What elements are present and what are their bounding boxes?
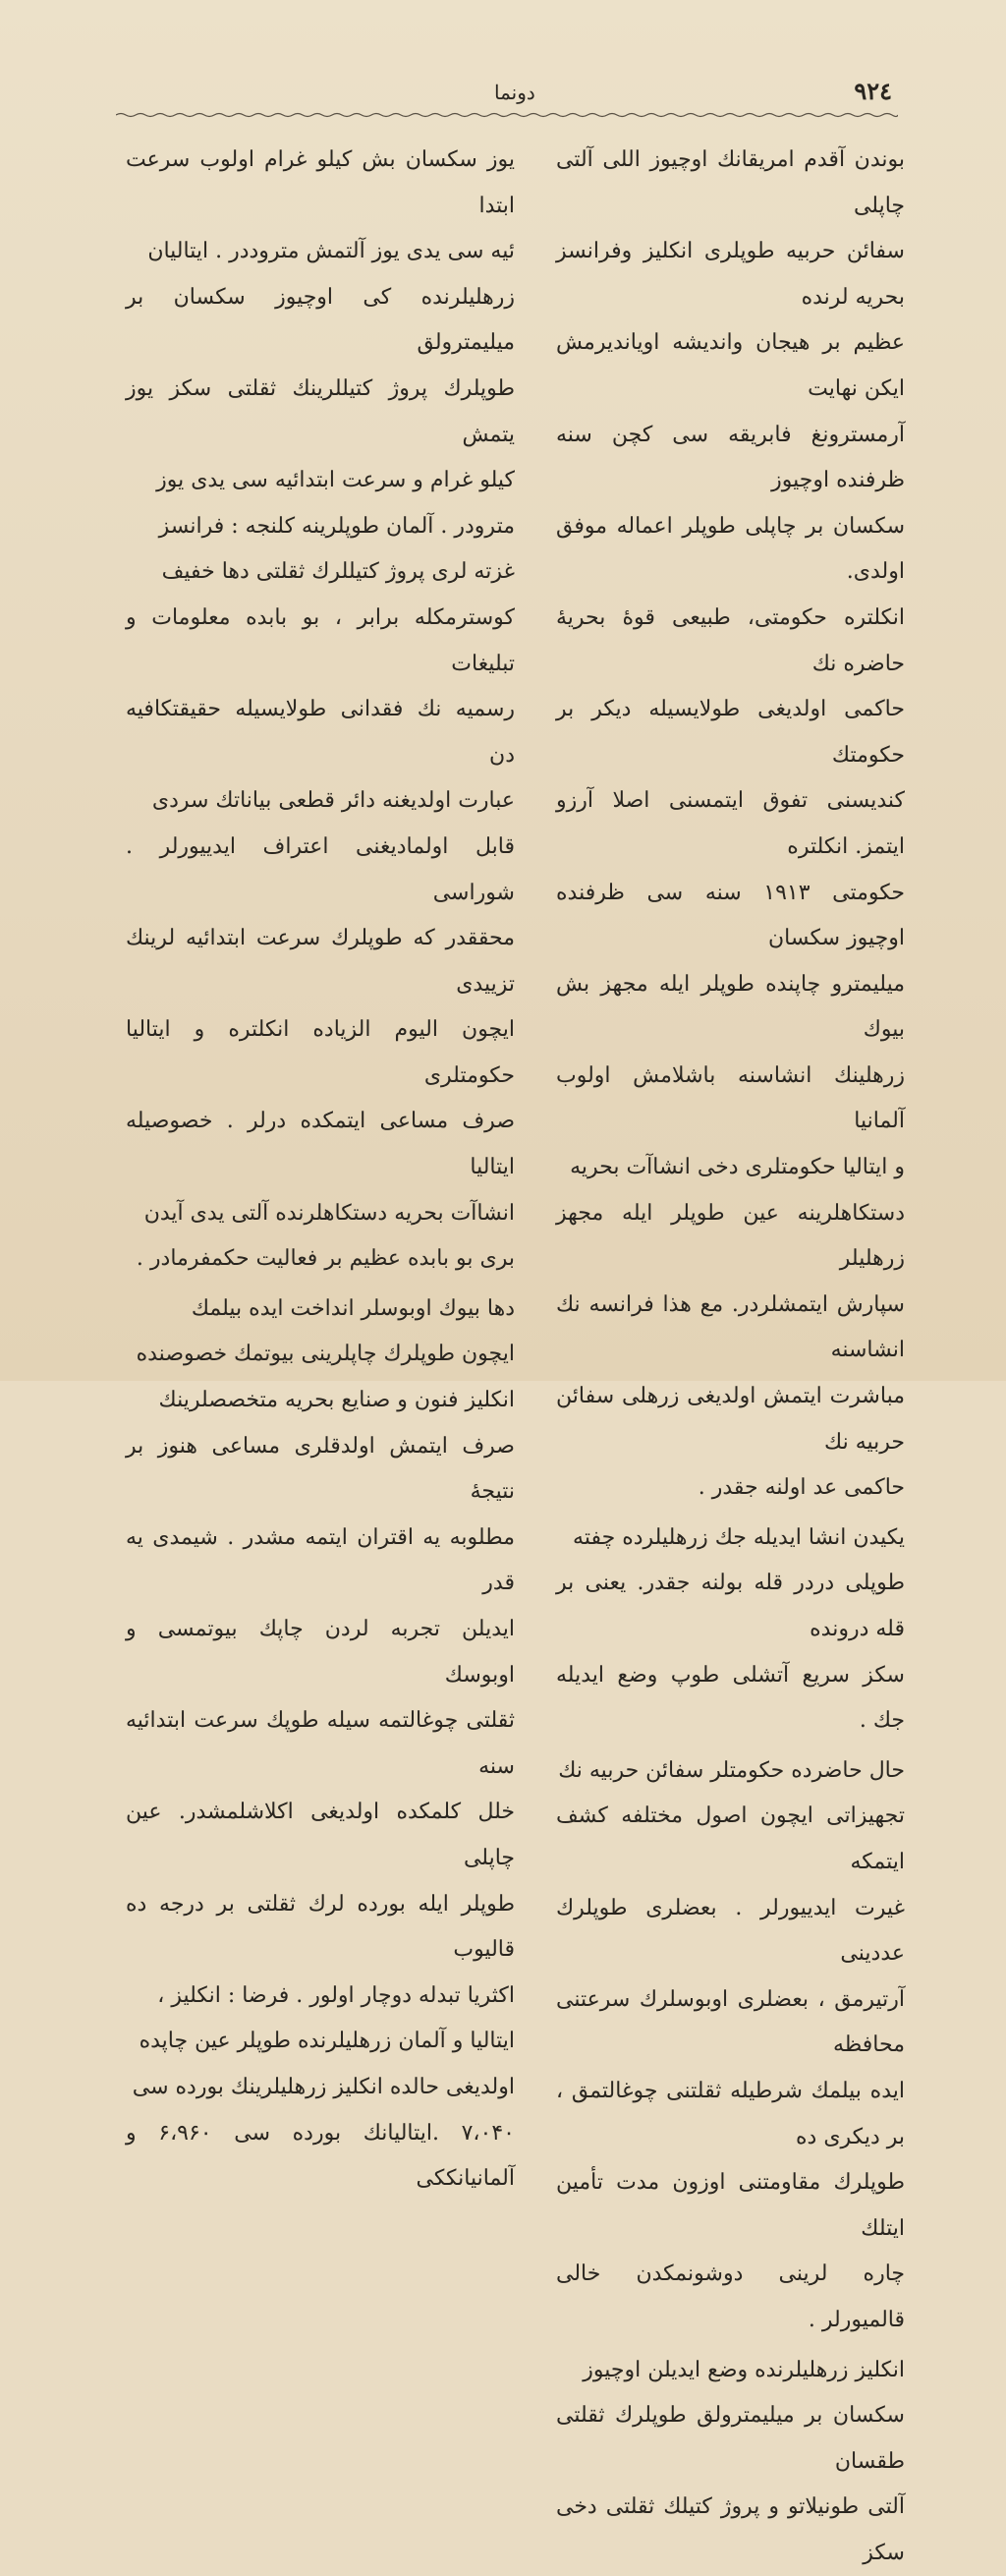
page-number: ٩٢٤ bbox=[854, 77, 892, 105]
left-column bbox=[126, 138, 515, 2203]
page-header bbox=[116, 77, 892, 108]
running-title: دونما bbox=[494, 81, 535, 104]
right-paragraph-1: بوندن آقدم امریقانك اوچیوز اللی آلتی چاپلی سفائن حربیه طوپلری انکلیز وفرانسز بحریه لرنده عظیم بر هیجان واندیشه اویاندیرمش ایکن نهایت آرمسترونغ فابریقه سی کچن سنه ظرفنده اوچیوز سکسان بر چاپلی طوپلر اعماله موفق اولدی. انکلتره حکومتی، طبیعی قوهٔ بحریهٔ حاضره نك حاکمی اولدیغی طولایسیله دیکر بر حکومتك کندیسنی تفوق ایتمسنی اصلا آرزو ایتمز. انکلتره حکومتی ۱۹۱۳ سنه سی ظرفنده اوچیوز سکسان میلیمترو چاپنده طوپلر ایله مجهز بش بیوك زرهلینك انشاسنه باشلامش اولوب آلمانیا و ایتالیا حکومتلری دخی انشاآت بحریه دستکاهلرینه عین طوپلر ایله مجهز زرهلیلر سپارش ایتمشلردر. مع هذا فرانسه نك انشاسنه مباشرت ایتمش اولدیغی زرهلی سفائن حربیه نك حاکمی عد اولنه جقدر . bbox=[556, 138, 905, 1512]
left-paragraph-2: دها بیوك اوبوسلر انداخت ایده بیلمك ایچون طوپلرك چاپلرینی بیوتمك خصوصنده انکلیز فنون و صنایع بحریه متخصصلرینك صرف ایتمش اولدقلری مساعی هنوز بر نتیجهٔ مطلوبه یه اقتران ایتمه مشدر . شیمدی یه قدر ایدیلن تجربه لردن چاپك بیوتمسی و اوبوسك ثقلتی چوغالتمه سیله طوپك سرعت ابتدائیه سنه خلل کلمکده اولدیغی اکلاشلمشدر. عین چاپلی طوپلر ایله بورده لرك ثقلتی بر درجه ده قالیوب اکثریا تبدله دوچار اولور . فرضا : انکلیز ، ایتالیا و آلمان زرهلیلرنده طوپلر عین چاپده اولدیغی حالده انکلیز زرهلیلرینك بورده سی ۷،۰۴۰ .ایتالیانك بورده سی ۶،۹۶۰ و آلمانیانککی bbox=[126, 1287, 515, 2203]
right-paragraph-2: یکیدن انشا ایدیله جك زرهلیلرده چفته طوپلی دردر قله بولنه جقدر. یعنی بر قله درونده سکز سریع آتشلی طوپ وضع ایدیله جك . bbox=[556, 1516, 905, 1745]
header-rule bbox=[116, 112, 898, 118]
right-paragraph-4: انکلیز زرهلیلرنده وضع ایدیلن اوچیوز سکسان بر میلیمترولق طوپلرك ثقلتی طقسان آلتی طونیلاتو و پروژ کتیلك ثقلتی دخی سکز bbox=[556, 2348, 905, 2576]
right-paragraph-3: حال حاضرده حکومتلر سفائن حربیه نك تجهیزاتی ایچون اصول مختلفه کشف ایتمکه غیرت ایدییورلر . بعضلری طوپلرك عددینی آرتیرمق ، بعضلری اوبوسلرك سرعتنی محافظه ایده بیلمك شرطیله ثقلتنی چوغالتمق ، بر دیکری ده طوپلرك مقاومتنی اوزون مدت تأمین ایتلك چاره لرینی دوشونمکدن خالی قالمیورلر . bbox=[556, 1748, 905, 2344]
right-column bbox=[556, 138, 905, 2576]
left-paragraph-1: یوز سکسان بش کیلو غرام اولوب سرعت ابتدا ئیه سی یدی یوز آلتمش متروددر . ایتالیان زرهلیلرنده کی اوچیوز سکسان بر میلیمترولق طوپلرك پروژ کتیللرینك ثقلتی سکز یوز یتمش کیلو غرام و سرعت ابتدائیه سی یدی یوز مترودر . آلمان طوپلرینه کلنجه : فرانسز غزته لری پروژ کتیللرك ثقلتی دها خفیف کوسترمکله برابر ، بو بابده معلومات و تبلیغات رسمیه نك فقدانی طولایسیله حقیقتکافیه دن عبارت اولدیغنه دائر قطعی بیاناتك سردی قابل اولمادیغنی اعتراف ایدییورلر . شوراسی محققدر که طوپلرك سرعت ابتدائیه لرینك تزییدی ایچون الیوم الزیاده انکلتره و ایتالیا حکومتلری صرف مساعی ایتمکده درلر . خصوصیله ایتالیا انشاآت بحریه دستکاهلرنده آلتی یدی آیدن بری بو بابده عظیم بر فعالیت حکمفرمادر . bbox=[126, 138, 515, 1283]
